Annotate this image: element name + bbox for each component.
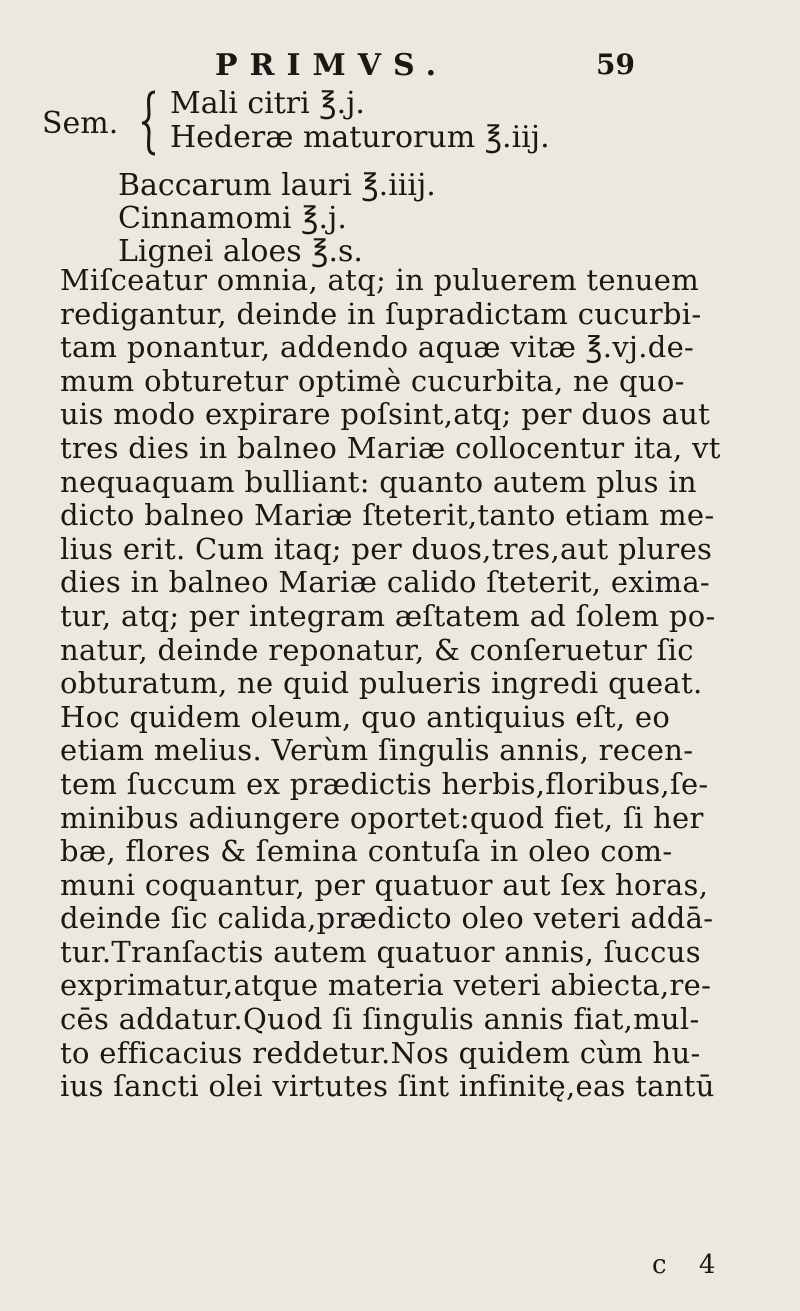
text-line: tem ſuccum ex prædictis herbis,floribus,ſe- [60,766,709,801]
ingredient-line: Lignei aloes ℥.s. [118,234,363,269]
ingredient-line: Hederæ maturorum ℥.iij. [170,120,550,155]
text-line: redigantur, deinde in ſupradictam cucurbi- [60,296,702,331]
text-line: natur, deinde reponatur, & conſeruetur ſic [60,632,694,667]
text-line: cēs addatur.Quod ſi ſingulis annis fiat,mul- [60,1002,700,1037]
text-line: to efficacius reddetur.Nos quidem cùm hu- [60,1035,701,1070]
text-line: mum obturetur optimè cucurbita, ne quo- [60,363,685,398]
text-line: minibus adiungere oportet:quod fiet, ſi her [60,800,704,835]
text-line: bæ, flores & ſemina contuſa in oleo com- [60,834,673,869]
recipe-grouped-ingredients [0,86,800,158]
text-line: nequaquam bulliant: quanto autem plus in [60,464,697,499]
text-line: dicto balneo Mariæ ſteterit,tanto etiam me- [60,498,715,533]
text-line: obturatum, ne quid pulueris ingredi queat. [60,666,703,701]
text-line: exprimatur,atque materia veteri abiecta,re- [60,968,712,1003]
text-line: Hoc quidem oleum, quo antiquius eſt, eo [60,699,671,734]
ingredient-line: Mali citri ℥.j. [170,86,365,121]
text-line: deinde ſic calida,prædicto oleo veteri addā- [60,901,714,936]
text-line: lius erit. Cum itaq; per duos,tres,aut plures [60,531,713,566]
ingredient-line: Cinnamomi ℥.j. [118,201,347,236]
signature-mark: c 4 [652,1250,728,1280]
text-line: uis modo expirare poſsint,atq; per duos aut [60,397,711,432]
text-line: muni coquantur, per quatuor aut ſex horas, [60,867,709,902]
text-line: dies in balneo Mariæ calido ſteterit, exima- [60,565,711,600]
sem-label: Sem. [42,106,119,141]
text-line: Miſceatur omnia, atq; in puluerem tenuem [60,263,700,297]
page-header [0,48,800,88]
text-line: etiam melius. Verùm ſingulis annis, recen- [60,733,694,768]
ingredient-line: Baccarum lauri ℥.iiij. [118,168,436,203]
body-text [60,264,760,1104]
text-line: tam ponantur, addendo aquæ vitæ ℥.vj.de- [60,330,695,365]
text-line: tur, atq; per integram æſtatem ad ſolem po- [60,598,716,633]
running-head: PRIMVS. [215,48,449,83]
text-line: tres dies in balneo Mariæ collocentur ita, vt [60,430,721,465]
text-line: ius ſancti olei virtutes ſint infinitę,eas tantū [60,1069,715,1104]
text-line: tur.Tranſactis autem quatuor annis, ſuccus [60,934,701,969]
curly-brace-icon [140,90,158,156]
page-number: 59 [596,48,635,81]
